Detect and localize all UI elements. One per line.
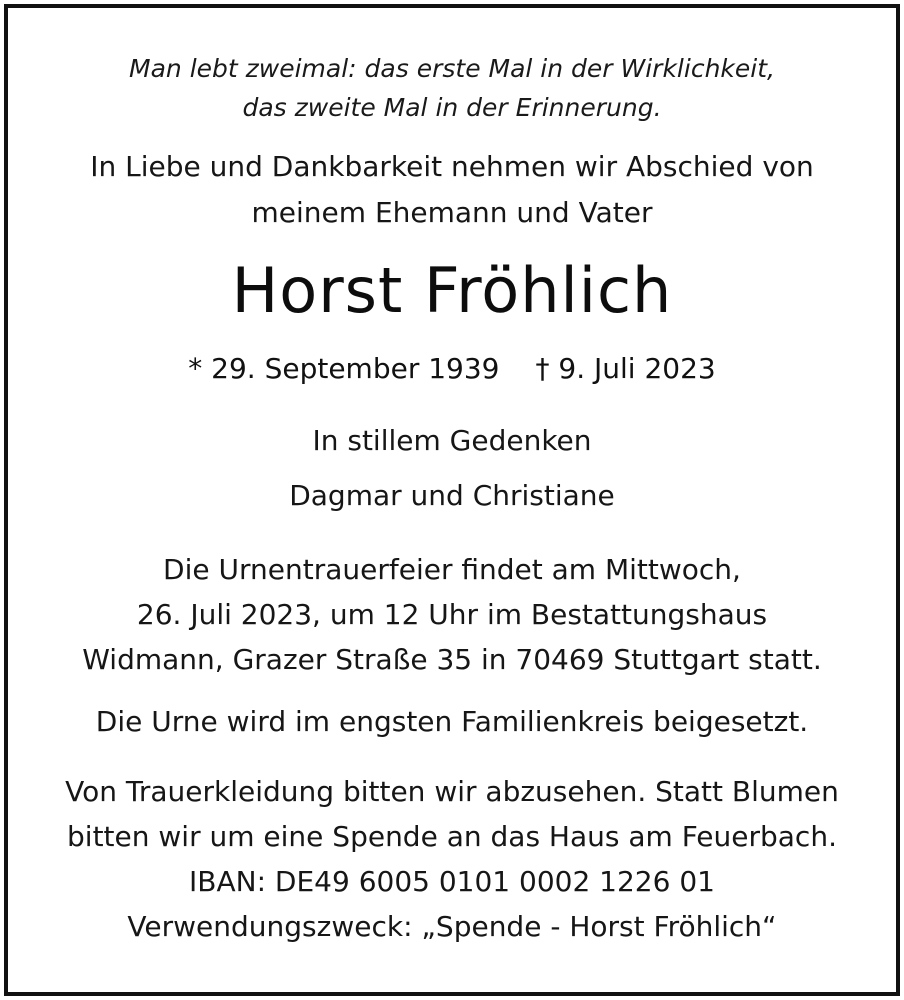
ceremony-line-2: 26. Juli 2023, um 12 Uhr im Bestattungshaus	[136, 598, 768, 631]
donation-line-1: Von Trauerkleidung bitten wir abzusehen. Statt Blumen	[65, 775, 839, 808]
intro-line-1: In Liebe und Dankbarkeit nehmen wir Abschied von	[90, 150, 814, 183]
deceased-name: Horst Fröhlich	[231, 254, 673, 327]
burial-text: Die Urne wird im engsten Familienkreis beigesetzt.	[95, 705, 809, 738]
donation-line-2: bitten wir um eine Spende an das Haus am Feuerbach.	[67, 820, 837, 853]
ceremony-line-1: Die Urnentrauerfeier findet am Mittwoch,	[163, 553, 741, 586]
remembrance-text: In stillem Gedenken	[312, 424, 592, 457]
life-dates	[0, 352, 904, 385]
quote-line-2: das zweite Mal in der Erinnerung.	[242, 93, 662, 122]
mourners-names: Dagmar und Christiane	[289, 479, 615, 512]
donation-reference: Verwendungszweck: „Spende - Horst Fröhlich“	[127, 910, 777, 943]
intro-line-2: meinem Ehemann und Vater	[251, 196, 653, 229]
birth-date: * 29. September 1939	[188, 352, 500, 385]
quote-line-1: Man lebt zweimal: das erste Mal in der Wirklichkeit,	[129, 54, 775, 83]
iban-text: IBAN: DE49 6005 0101 0002 1226 01	[189, 865, 715, 898]
ceremony-line-3: Widmann, Grazer Straße 35 in 70469 Stuttgart statt.	[82, 643, 822, 676]
death-date: † 9. Juli 2023	[535, 352, 716, 385]
